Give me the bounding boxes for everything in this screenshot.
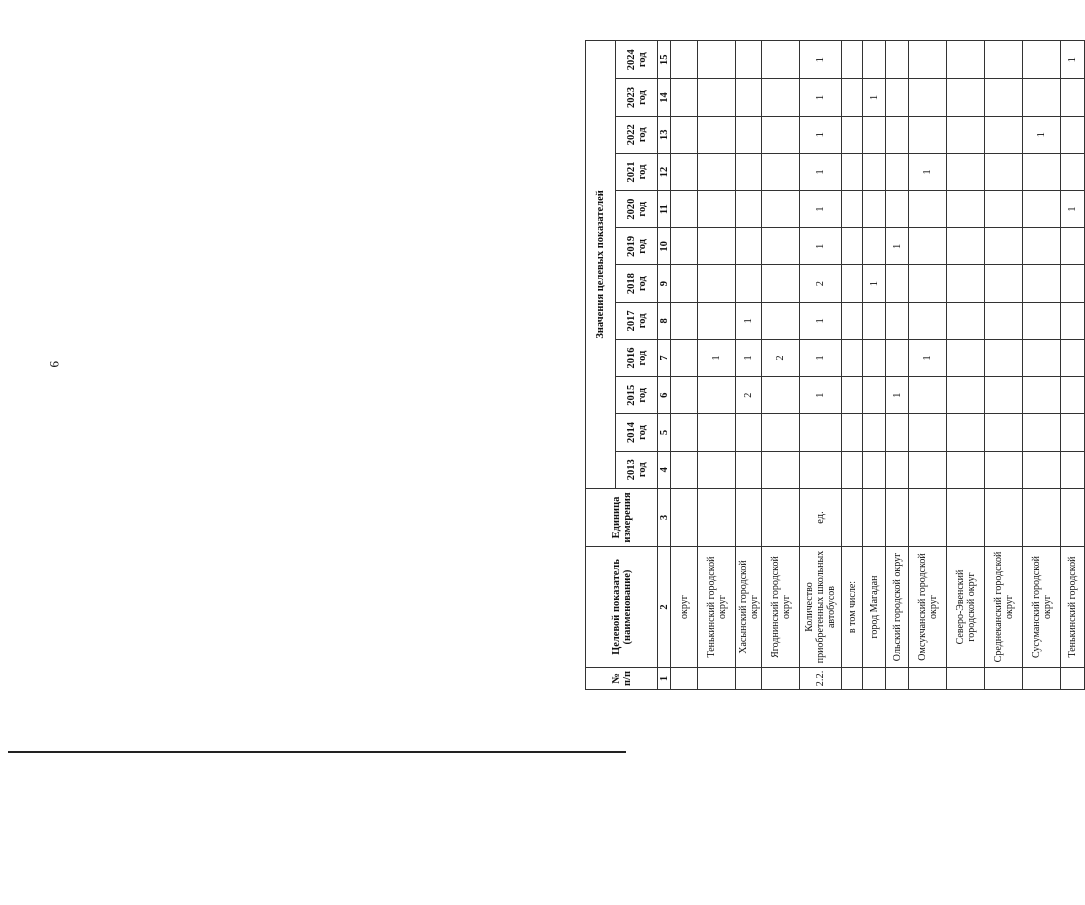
row-unit [842,488,863,546]
row-unit: ед. [800,488,842,546]
row-value [671,302,698,339]
header-year: 2017 год [616,302,658,339]
row-indicator-name: в том числе: [842,547,863,668]
row-value [842,228,863,265]
table-row [863,41,886,690]
row-value [909,41,947,79]
table-row [800,41,842,690]
row-value [947,302,985,339]
row-value [985,116,1023,153]
row-value [1023,228,1061,265]
row-value [985,414,1023,451]
row-value: 1 [800,339,842,376]
row-value [947,191,985,228]
row-value [698,265,736,302]
row-value [985,153,1023,190]
row-value [842,153,863,190]
row-value [762,228,800,265]
row-value: 1 [886,228,909,265]
row-unit [909,488,947,546]
row-value [985,191,1023,228]
table-row [842,41,863,690]
table-row [886,41,909,690]
row-value [842,414,863,451]
row-value [698,79,736,116]
row-unit [1061,488,1085,546]
row-value [886,116,909,153]
header-num: № п/п [586,667,658,689]
column-number: 15 [658,41,671,79]
row-number [886,667,909,689]
row-value [842,377,863,414]
row-value [800,414,842,451]
row-value [842,116,863,153]
column-number: 10 [658,228,671,265]
row-indicator-name: город Магадан [863,547,886,668]
row-value [736,41,762,79]
header-year: 2018 год [616,265,658,302]
row-value [947,79,985,116]
row-value: 1 [698,339,736,376]
header-year: 2022 год [616,116,658,153]
row-value [736,451,762,488]
row-value [985,339,1023,376]
row-value: 1 [800,41,842,79]
row-value [842,302,863,339]
row-value [947,377,985,414]
row-number [947,667,985,689]
row-value: 1 [800,302,842,339]
row-number [863,667,886,689]
row-value [698,191,736,228]
indicators-table [585,40,1085,690]
table-row [698,41,736,690]
row-value [671,414,698,451]
row-value [909,228,947,265]
row-value: 1 [800,228,842,265]
row-value [947,153,985,190]
header-unit: Единица измерения [586,488,658,546]
row-value: 1 [909,339,947,376]
row-unit [1023,488,1061,546]
row-value [842,79,863,116]
row-value [842,41,863,79]
row-value: 1 [800,116,842,153]
row-value [886,191,909,228]
row-number [909,667,947,689]
row-value [736,414,762,451]
header-year: 2021 год [616,153,658,190]
header-year: 2016 год [616,339,658,376]
row-value: 1 [800,153,842,190]
row-value [1023,451,1061,488]
row-value [800,451,842,488]
row-value [762,451,800,488]
row-value [671,228,698,265]
row-value [985,79,1023,116]
row-value [762,414,800,451]
row-value: 1 [800,79,842,116]
row-value [698,153,736,190]
table-row [947,41,985,690]
row-value: 1 [1061,191,1085,228]
row-value [863,377,886,414]
indicators-table-wrapper [585,40,1085,690]
row-value [671,153,698,190]
row-value [842,451,863,488]
row-value [886,153,909,190]
row-indicator-name: Среднеканский городской округ [985,547,1023,668]
row-value: 1 [863,79,886,116]
column-number: 13 [658,116,671,153]
header-year: 2014 год [616,414,658,451]
row-value [1061,79,1085,116]
row-value [762,302,800,339]
column-number: 7 [658,339,671,376]
row-value [886,414,909,451]
row-number: 2.2. [800,667,842,689]
table-row [762,41,800,690]
row-value [698,116,736,153]
row-value [909,451,947,488]
column-number: 5 [658,414,671,451]
table-row [909,41,947,690]
row-indicator-name: Тенькинский городской [1061,547,1085,668]
row-value [1061,153,1085,190]
row-value [1061,414,1085,451]
row-value: 1 [863,265,886,302]
row-value [909,377,947,414]
row-indicator-name: Сусуманский городской округ [1023,547,1061,668]
row-indicator-name: округ [671,547,698,668]
row-value [671,191,698,228]
row-value [1061,339,1085,376]
row-unit [671,488,698,546]
row-value: 2 [762,339,800,376]
row-value [1023,302,1061,339]
row-unit [985,488,1023,546]
row-indicator-name: Северо-Эвенский городской округ [947,547,985,668]
row-number [1023,667,1061,689]
column-number: 14 [658,79,671,116]
row-value [863,414,886,451]
row-value: 1 [886,377,909,414]
row-value: 1 [800,191,842,228]
header-year: 2015 год [616,377,658,414]
header-year: 2013 год [616,451,658,488]
row-indicator-name: Ольский городской округ [886,547,909,668]
row-value [671,265,698,302]
row-value: 2 [736,377,762,414]
row-value: 1 [909,153,947,190]
row-indicator-name: Хасынский городской округ [736,547,762,668]
row-unit [863,488,886,546]
row-value [736,191,762,228]
separator-line [8,751,626,753]
header-year: 2019 год [616,228,658,265]
row-value [671,116,698,153]
table-row [736,41,762,690]
row-value [671,451,698,488]
row-value [1023,339,1061,376]
row-value [886,339,909,376]
row-value [985,228,1023,265]
row-value [909,265,947,302]
row-value [1061,302,1085,339]
row-value [985,41,1023,79]
row-value [985,451,1023,488]
row-value [863,302,886,339]
page-number: 9 [47,361,62,368]
row-value [671,339,698,376]
row-value [698,41,736,79]
row-value [947,116,985,153]
row-value [909,302,947,339]
row-value [985,302,1023,339]
row-unit [947,488,985,546]
row-value [671,377,698,414]
row-value [886,265,909,302]
column-number: 9 [658,265,671,302]
row-value [762,377,800,414]
row-value [1023,79,1061,116]
row-value [947,41,985,79]
column-number: 3 [658,488,671,546]
row-value [909,116,947,153]
table-row [985,41,1023,690]
row-value [909,79,947,116]
table-row [1061,41,1085,690]
row-value [736,265,762,302]
row-value [947,339,985,376]
row-value [1023,191,1061,228]
row-value [909,414,947,451]
row-value [863,191,886,228]
row-value [1023,414,1061,451]
row-value [736,79,762,116]
column-number: 11 [658,191,671,228]
row-value [842,191,863,228]
row-unit [698,488,736,546]
row-value [863,228,886,265]
column-number: 8 [658,302,671,339]
row-value: 1 [736,339,762,376]
row-number [671,667,698,689]
row-value [1023,153,1061,190]
row-value [736,153,762,190]
row-unit [886,488,909,546]
header-year: 2020 год [616,191,658,228]
row-value [1061,265,1085,302]
row-value [842,339,863,376]
table-row [671,41,698,690]
row-value [698,451,736,488]
column-number: 6 [658,377,671,414]
row-value [698,377,736,414]
row-value: 1 [1023,116,1061,153]
row-value [671,41,698,79]
row-value [909,191,947,228]
row-value [762,265,800,302]
row-value [985,265,1023,302]
row-indicator-name: Омсукчанский городской округ [909,547,947,668]
row-number [1061,667,1085,689]
row-indicator-name: Тенькинский городской округ [698,547,736,668]
row-value: 1 [736,302,762,339]
column-number: 12 [658,153,671,190]
row-value [736,228,762,265]
row-number [736,667,762,689]
row-value [762,79,800,116]
row-value [947,265,985,302]
row-value [762,41,800,79]
row-value [863,451,886,488]
row-value [1061,377,1085,414]
row-number [842,667,863,689]
row-value [762,153,800,190]
row-value [698,414,736,451]
row-value [947,414,985,451]
row-indicator-name: Ягоднинский городской округ [762,547,800,668]
row-value [1061,451,1085,488]
row-number [762,667,800,689]
row-value [1023,265,1061,302]
row-unit [762,488,800,546]
row-value [863,153,886,190]
row-value [736,116,762,153]
header-indicator: Целевой показатель (наименование) [586,547,658,668]
table-row [1023,41,1061,690]
header-year: 2023 год [616,79,658,116]
row-value [1023,41,1061,79]
row-value [947,451,985,488]
row-value: 1 [800,377,842,414]
row-value [886,41,909,79]
header-values: Значения целевых показателей [586,41,616,489]
row-value: 1 [1061,41,1085,79]
row-unit [736,488,762,546]
row-value [863,41,886,79]
row-value: 2 [800,265,842,302]
row-value [842,265,863,302]
row-value [863,116,886,153]
row-value [985,377,1023,414]
header-year: 2024 год [616,41,658,79]
row-value [1061,228,1085,265]
row-number [985,667,1023,689]
row-value [698,228,736,265]
row-indicator-name: Количество приобретенных школьных автобусов [800,547,842,668]
column-number: 2 [658,547,671,668]
row-value [698,302,736,339]
row-value [886,79,909,116]
row-number [698,667,736,689]
row-value [886,451,909,488]
row-value [947,228,985,265]
row-value [1023,377,1061,414]
column-number: 1 [658,667,671,689]
row-value [671,79,698,116]
row-value [886,302,909,339]
row-value [1061,116,1085,153]
row-value [762,191,800,228]
row-value [863,339,886,376]
column-number: 4 [658,451,671,488]
row-value [762,116,800,153]
